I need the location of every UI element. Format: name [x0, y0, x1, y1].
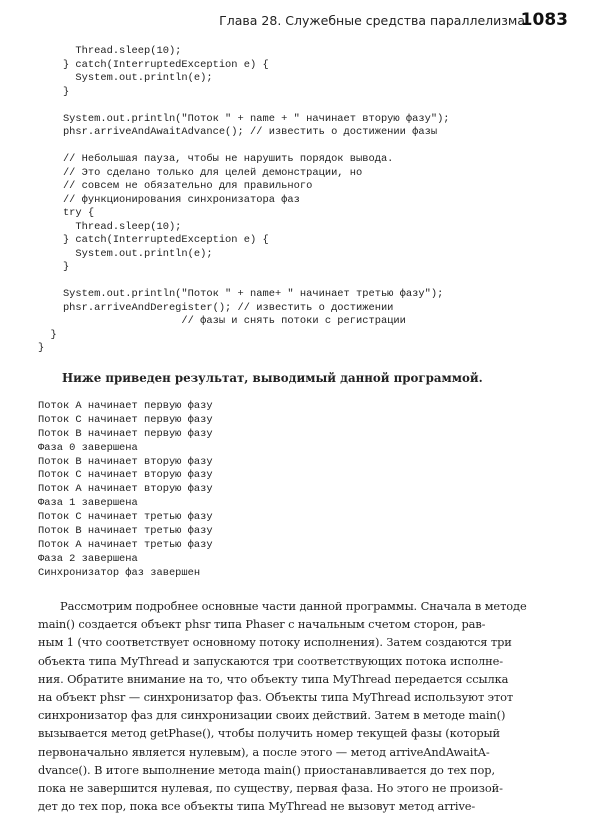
- code-line: // Небольшая пауза, чтобы не нарушить порядок вывода.: [38, 153, 394, 165]
- code-line: System.out.println("Поток " + name + " начинает вторую фазу");: [38, 112, 450, 125]
- paragraph-line: dvance(). В итоге выполнение метода main() приостанавливается до тех пор,: [38, 762, 495, 777]
- output-line: Поток C начинает третью фазу: [38, 511, 213, 524]
- paragraph-line: пока не завершится нулевая, по существу, первая фаза. Но этого не произой-: [38, 780, 503, 795]
- output-line: Поток A начинает третью фазу: [38, 538, 213, 551]
- output-line: Поток B начинает первую фазу: [38, 427, 213, 440]
- page-number: 1083: [520, 10, 568, 30]
- output-line: Поток C начинает вторую фазу: [38, 469, 213, 482]
- output-line: Фаза 1 завершена: [38, 497, 138, 510]
- paragraph-line: на объект phsr — синхронизатор фаз. Объекты типа MyThread используют этот: [38, 689, 514, 704]
- output-line: Синхронизатор фаз завершен: [38, 566, 201, 579]
- chapter-title: Глава 28. Служебные средства параллелизма: [219, 13, 525, 28]
- code-line: phsr.arriveAndAwaitAdvance(); // известить о достижении фазы: [38, 126, 438, 138]
- code-line: }: [38, 85, 70, 98]
- code-line: // функционирования синхронизатора фаз: [38, 193, 300, 206]
- code-line: }: [38, 328, 57, 341]
- code-line: try {: [38, 207, 95, 219]
- code-line: }: [38, 342, 45, 354]
- code-line: Thread.sleep(10);: [38, 220, 182, 233]
- code-line: // фазы и снять потоки с регистрации: [38, 315, 406, 327]
- paragraph-line: синхронизатор фаз для синхронизации своих действий. Затем в методе main(): [38, 708, 506, 723]
- body-paragraph: [38, 597, 562, 815]
- page-header: [0, 10, 600, 34]
- code-line: } catch(InterruptedException e) {: [38, 58, 269, 71]
- code-line: }: [38, 261, 70, 273]
- program-output: [38, 400, 213, 581]
- code-line: phsr.arriveAndDeregister(); // известить о достижении: [38, 301, 394, 314]
- code-line: System.out.println("Поток " + name+ " начинает третью фазу");: [38, 288, 444, 300]
- code-line: System.out.println(e);: [38, 72, 213, 84]
- code-line: // совсем не обязательно для правильного: [38, 180, 313, 192]
- paragraph-line: объекта типа MyThread и запускаются три соответствующих потока исполне-: [38, 653, 504, 668]
- code-line: Thread.sleep(10);: [38, 45, 182, 57]
- paragraph-line: вызывается метод getPhase(), чтобы получить номер текущей фазы (который: [38, 726, 500, 741]
- paragraph-line: ным 1 (что соответствует основному потоку исполнения). Затем создаются три: [38, 635, 512, 650]
- output-line: Фаза 2 завершена: [38, 552, 138, 565]
- output-line: Поток B начинает третью фазу: [38, 525, 213, 538]
- code-line: System.out.println(e);: [38, 247, 213, 260]
- code-line: // Это сделано только для целей демонстрации, но: [38, 166, 363, 179]
- paragraph-line: Рассмотрим подробнее основные части данной программы. Сначала в методе: [60, 599, 527, 613]
- output-line: Поток B начинает вторую фазу: [38, 455, 213, 468]
- code-line: [38, 99, 450, 113]
- code-listing: [38, 45, 450, 356]
- paragraph-line: main() создается объект phsr типа Phaser с начальным счетом сторон, рав-: [38, 617, 486, 632]
- output-line: Поток A начинает вторую фазу: [38, 483, 213, 496]
- output-caption: Ниже приведен результат, выводимый данной программой.: [62, 371, 483, 385]
- output-line: Фаза 0 завершена: [38, 441, 138, 454]
- output-line: Поток C начинает первую фазу: [38, 413, 213, 426]
- paragraph-line: дет до тех пор, пока все объекты типа MyThread не вызовут метод arrive-: [38, 799, 476, 814]
- code-line: [38, 140, 450, 154]
- output-line: Поток A начинает первую фазу: [38, 400, 213, 412]
- code-line: } catch(InterruptedException e) {: [38, 234, 269, 246]
- paragraph-line: первоначально является нулевым), а после этого — метод arriveAndAwaitA-: [38, 744, 490, 759]
- code-line: [38, 275, 450, 289]
- paragraph-line: ния. Обратите внимание на то, что объекту типа MyThread передается ссылка: [38, 671, 509, 686]
